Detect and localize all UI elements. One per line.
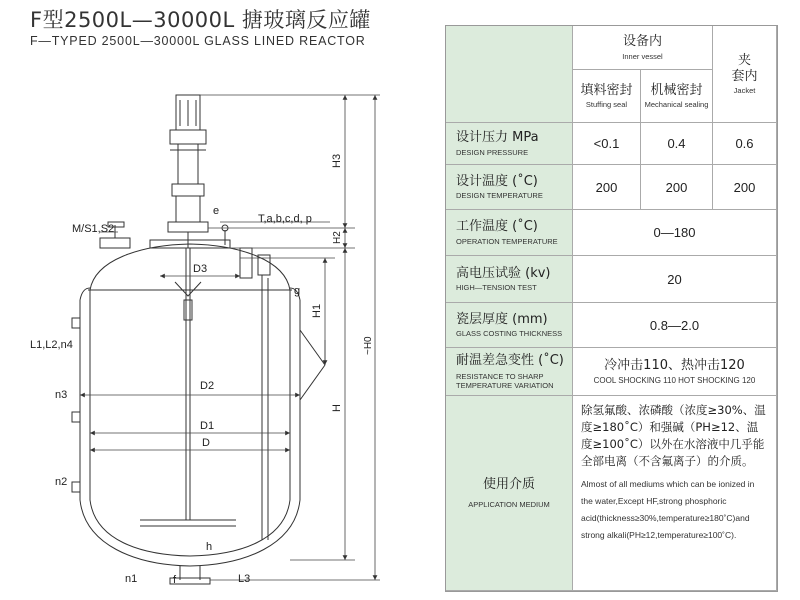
medium-label-cn: 使用介质 <box>482 476 535 492</box>
motor <box>168 95 208 248</box>
label-d1: D1 <box>200 420 215 432</box>
inner-vessel-en: Inner vessel <box>622 51 663 61</box>
medium-label-en: APPLICATION MEDIUM <box>468 500 550 510</box>
label-f: f <box>173 574 177 586</box>
value-text: 20 <box>667 271 682 287</box>
value-text: 0—180 <box>653 225 696 240</box>
value-text: 0.6 <box>735 136 754 151</box>
label-ms: M/S1,S2 <box>72 223 115 235</box>
medium-label <box>446 396 573 591</box>
value-cn: 冷冲击110、热冲击120 <box>604 357 745 373</box>
row-label-cn: 高电压试验 (kv) <box>456 265 551 281</box>
label-h1: H1 <box>311 303 323 318</box>
value-text: <0.1 <box>593 136 620 151</box>
row-value <box>573 348 777 396</box>
medium-text-en: Almost of all mediums which can be ionized in the water,Except HF,strong phosphoric acid(thickness≥30%,temperature≥180˚C)and strong alkali(PH≥12,temperature≥100˚C). <box>581 479 755 540</box>
label-n1: n1 <box>125 573 138 585</box>
label-hl: h <box>206 541 213 553</box>
row-label <box>446 165 573 210</box>
row-label <box>446 303 573 348</box>
mechanical-seal-cn: 机械密封 <box>650 82 703 98</box>
value-text: 0.4 <box>667 136 686 151</box>
header-jacket <box>713 26 777 123</box>
row-label-en1: RESISTANCE TO SHARP <box>456 371 544 381</box>
value-text: 200 <box>733 179 756 195</box>
row-label-cn: 工作温度 (˚C) <box>456 219 538 235</box>
row-label-cn: 耐温差急变性 (˚C) <box>456 353 564 369</box>
medium-value <box>573 396 777 591</box>
row-label-en: DESIGN TEMPERATURE <box>456 191 543 201</box>
label-g: g <box>294 285 301 297</box>
header-mechanical-seal <box>641 70 713 123</box>
row-label-en: GLASS COSTING THICKNESS <box>456 329 563 339</box>
label-n2: n2 <box>55 476 68 488</box>
title-cn: F型2500L—30000L 搪玻璃反应罐 <box>30 8 371 32</box>
jacket-cn2: 套内 <box>731 68 758 84</box>
row-label-en: HIGH—TENSION TEST <box>456 283 537 293</box>
label-h2: H2 <box>332 231 343 244</box>
stuffing-seal-en: Stuffing seal <box>585 100 628 110</box>
row-value <box>641 165 713 210</box>
row-value <box>573 123 641 165</box>
value-text: 0.8—2.0 <box>649 317 700 333</box>
row-value <box>573 303 777 348</box>
label-h0: ~H0 <box>363 336 374 355</box>
row-label-en: DESIGN PRESSURE <box>456 147 529 157</box>
row-label <box>446 123 573 165</box>
inner-vessel-cn: 设备内 <box>622 34 662 50</box>
stuffing-seal-cn: 填料密封 <box>580 82 633 98</box>
jacket-en: Jacket <box>733 86 756 96</box>
row-label-cn: 设计温度 (˚C) <box>456 173 538 189</box>
row-label-cn: 瓷层厚度 (mm) <box>456 311 548 327</box>
side-nozzles <box>72 275 325 492</box>
row-label-en2: TEMPERATURE VARIATION <box>456 380 554 390</box>
row-value <box>573 165 641 210</box>
medium-text-cn: 除氢氟酸、浓磷酸（浓度≥30%、温度≥180˚C）和强碱（PH≥12、温度≥100˚C）以外在水溶液中几乎能全部电离（不含氟离子）的介质。 <box>581 403 766 468</box>
label-e: e <box>213 205 220 217</box>
row-label-en: OPERATION TEMPERATURE <box>456 236 558 246</box>
label-h: H <box>331 404 343 412</box>
value-en: COOL SHOCKING 110 HOT SHOCKING 120 <box>593 375 756 385</box>
title-en: F—TYPED 2500L—30000L GLASS LINED REACTOR <box>30 34 366 48</box>
row-value <box>713 123 777 165</box>
label-d: D <box>202 437 210 449</box>
header-inner-vessel <box>573 26 713 70</box>
jacket-cn1: 夹 <box>737 52 751 68</box>
header-stuffing-seal <box>573 70 641 123</box>
row-label-cn: 设计压力 MPa <box>456 130 539 146</box>
row-value <box>641 123 713 165</box>
row-label <box>446 348 573 396</box>
label-l3: L3 <box>238 573 251 585</box>
mechanical-seal-en: Mechanical sealing <box>644 100 709 110</box>
value-text: 200 <box>595 179 618 195</box>
row-label <box>446 256 573 303</box>
label-d3: D3 <box>193 263 208 275</box>
row-value <box>713 165 777 210</box>
spec-table <box>445 25 778 592</box>
label-tabcdp: T,a,b,c,d, p <box>258 213 312 225</box>
value-text: 200 <box>665 179 688 195</box>
label-h3: H3 <box>331 153 343 168</box>
row-value <box>573 210 777 256</box>
label-l1: L1,L2,n4 <box>30 339 73 351</box>
label-d2: D2 <box>200 380 215 392</box>
label-n3: n3 <box>55 389 68 401</box>
row-label <box>446 210 573 256</box>
row-value <box>573 256 777 303</box>
header-blank <box>446 26 573 123</box>
